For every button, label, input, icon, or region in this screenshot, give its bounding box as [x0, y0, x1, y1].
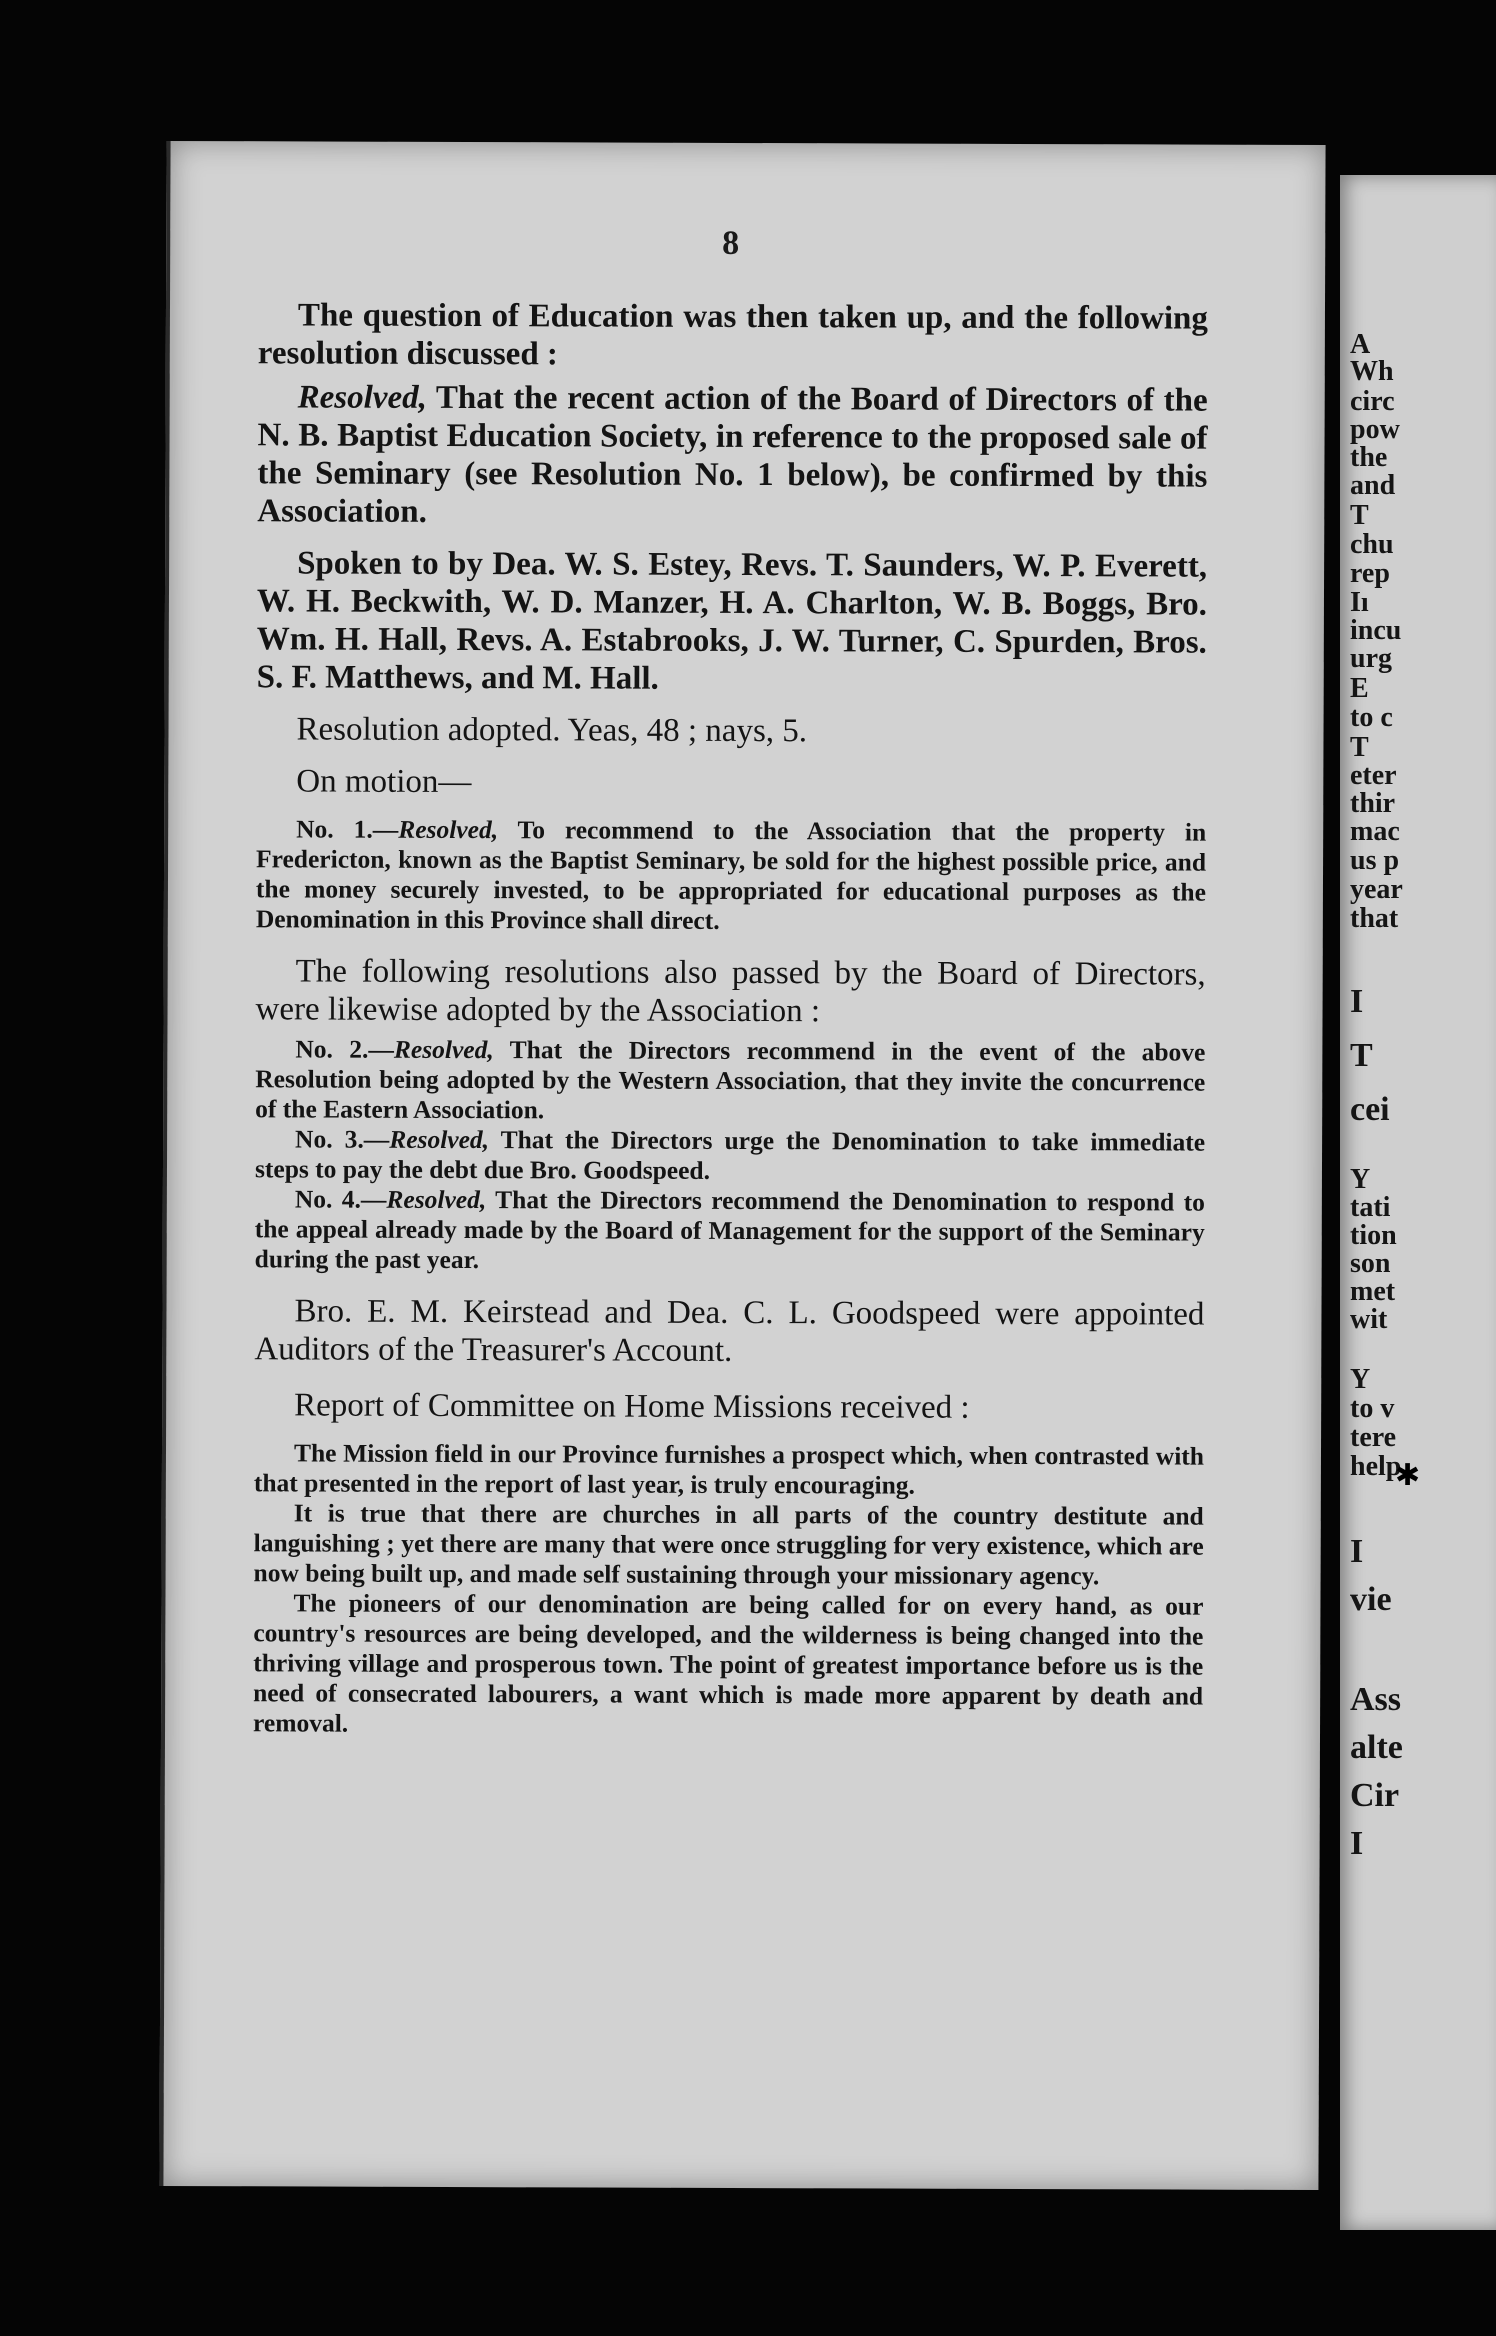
resolution-no-3 — [255, 1124, 1205, 1187]
fragment: E — [1350, 673, 1369, 704]
resolution-text: That the recent action of the Board of Directors of the N. B. Baptist Education Society, in reference to the proposed sale of the Seminary (see Resolution No. 1 below), be confirmed by this Association. — [257, 379, 1208, 530]
fragment: rep — [1350, 558, 1390, 589]
fragment: cei — [1350, 1091, 1390, 1128]
fragment: help — [1350, 1451, 1402, 1482]
resolution-number: No. 4.— — [294, 1184, 387, 1214]
resolved-lead: Resolved, — [398, 814, 499, 845]
fragment: pow — [1350, 414, 1400, 445]
book-page — [159, 141, 1325, 2190]
resolved-lead: Resolved, — [297, 379, 427, 416]
ink-blot-icon: ✱ — [1395, 1459, 1421, 1492]
resolved-lead: Resolved, — [389, 1124, 490, 1155]
fragment: son — [1350, 1248, 1391, 1279]
fragment: Y — [1350, 1164, 1371, 1195]
resolution-text: To recommend to the Association that the property in Fredericton, known as the Baptist Seminary, be sold for the highest possible price, and the money securely invested, to be appropriated for educational purposes as the Denomination in this Province shall direct. — [255, 815, 1207, 935]
adjacent-page — [1340, 175, 1496, 2230]
fragment: T — [1350, 1037, 1373, 1074]
fragment: mac — [1350, 816, 1400, 847]
paragraph-vote: Resolution adopted. Yeas, 48 ; nays, 5. — [296, 711, 808, 750]
fragment: us p — [1350, 845, 1400, 876]
paragraph-home-missions-heading: Report of Committee on Home Missions received : — [294, 1387, 970, 1426]
paragraph-following-resolutions: The following resolutions also passed by the Board of Directors, were likewise adopted by the Association : — [255, 953, 1206, 1030]
fragment: tere — [1350, 1422, 1397, 1453]
fragment: thir — [1350, 788, 1396, 819]
fragment: urg — [1350, 643, 1392, 674]
fragment: tati — [1350, 1192, 1391, 1223]
resolved-lead: Resolved, — [386, 1184, 487, 1215]
fragment: Wh — [1350, 356, 1394, 387]
fragment: alte — [1350, 1729, 1403, 1766]
mission-paragraph-2: It is true that there are churches in all parts of the country destitute and languishing ; yet there are many that were once struggling for very existence, which are now being built up, and made self sustaining through your missionary agency. — [253, 1498, 1204, 1591]
fragment: Y — [1350, 1364, 1371, 1395]
paragraph-education: The question of Education was then taken up, and the following resolution discussed : — [257, 297, 1209, 373]
fragment: wit — [1350, 1304, 1388, 1335]
fragment: tion — [1350, 1220, 1397, 1251]
fragment: Iı — [1350, 587, 1369, 618]
resolution-no-1 — [256, 814, 1206, 937]
resolution-no-2 — [255, 1034, 1205, 1127]
page-number: 8 — [722, 224, 740, 262]
fragment: I — [1350, 983, 1364, 1020]
fragment: to c — [1350, 702, 1393, 733]
resolution-number: No. 2.— — [295, 1034, 394, 1064]
resolution-no-4 — [255, 1184, 1205, 1277]
page-body — [253, 296, 1208, 1741]
fragment: I — [1350, 1825, 1364, 1862]
mission-paragraph-3: The pioneers of our denomination are being called for on every hand, as our country's resources are being developed, and the wilderness is being changed into the thriving village and prosperous town. The point of greatest importance before us is the need of consecrated labourers, a want which is made more apparent by death and removal. — [253, 1588, 1204, 1738]
fragment: eter — [1350, 760, 1397, 791]
fragment: the — [1350, 442, 1388, 473]
resolution-text: That the Directors recommend in the event of the above Resolution being adopted by the Western Association, that they invite the concurrence of the Eastern Association. — [255, 1035, 1206, 1125]
fragment: that — [1350, 903, 1399, 934]
resolution-text: That the Directors urge the Denomination to take immediate steps to pay the debt due Bro. Goodspeed. — [254, 1125, 1206, 1185]
fragment: chu — [1350, 529, 1394, 560]
fragment: T — [1350, 732, 1369, 763]
fragment: circ — [1350, 386, 1395, 417]
paragraph-speakers: Spoken to by Dea. W. S. Estey, Revs. T. Saunders, W. P. Everett, W. H. Beckwith, W. D. Manzer, H. A. Charlton, W. B. Boggs, Bro. Wm. H. Hall, Revs. A. Estabrooks, J. W. Turner, C. Spurden, Bros. S. F. Matthews, and M. Hall. — [256, 545, 1208, 697]
resolution-number: No. 1.— — [296, 814, 399, 844]
fragment: vie — [1350, 1581, 1392, 1618]
mission-paragraph-1: The Mission field in our Province furnishes a prospect which, when contrasted with that presented in the report of last year, is truly encouraging. — [253, 1438, 1205, 1500]
fragment: A — [1350, 329, 1371, 360]
resolved-lead: Resolved, — [393, 1034, 494, 1065]
fragment: to v — [1350, 1393, 1395, 1424]
fragment: Cir — [1350, 1777, 1400, 1814]
fragment: and — [1350, 470, 1396, 501]
fragment: Ass — [1350, 1681, 1402, 1718]
paragraph-auditors: Bro. E. M. Keirstead and Dea. C. L. Goodspeed were appointed Auditors of the Treasurer's Account. — [254, 1293, 1205, 1369]
fragment: year — [1350, 874, 1403, 905]
paragraph-on-motion: On motion— — [296, 763, 472, 801]
fragment: incu — [1350, 615, 1402, 646]
fragment: met — [1350, 1276, 1396, 1307]
fragment: T — [1350, 500, 1369, 531]
fragment: I — [1350, 1533, 1364, 1570]
paragraph-resolution-main — [257, 378, 1208, 533]
resolution-number: No. 3.— — [295, 1124, 390, 1154]
resolution-text: That the Directors recommend the Denomination to respond to the appeal already made by the Board of Management for the support of the Seminary during the past year. — [254, 1185, 1205, 1275]
